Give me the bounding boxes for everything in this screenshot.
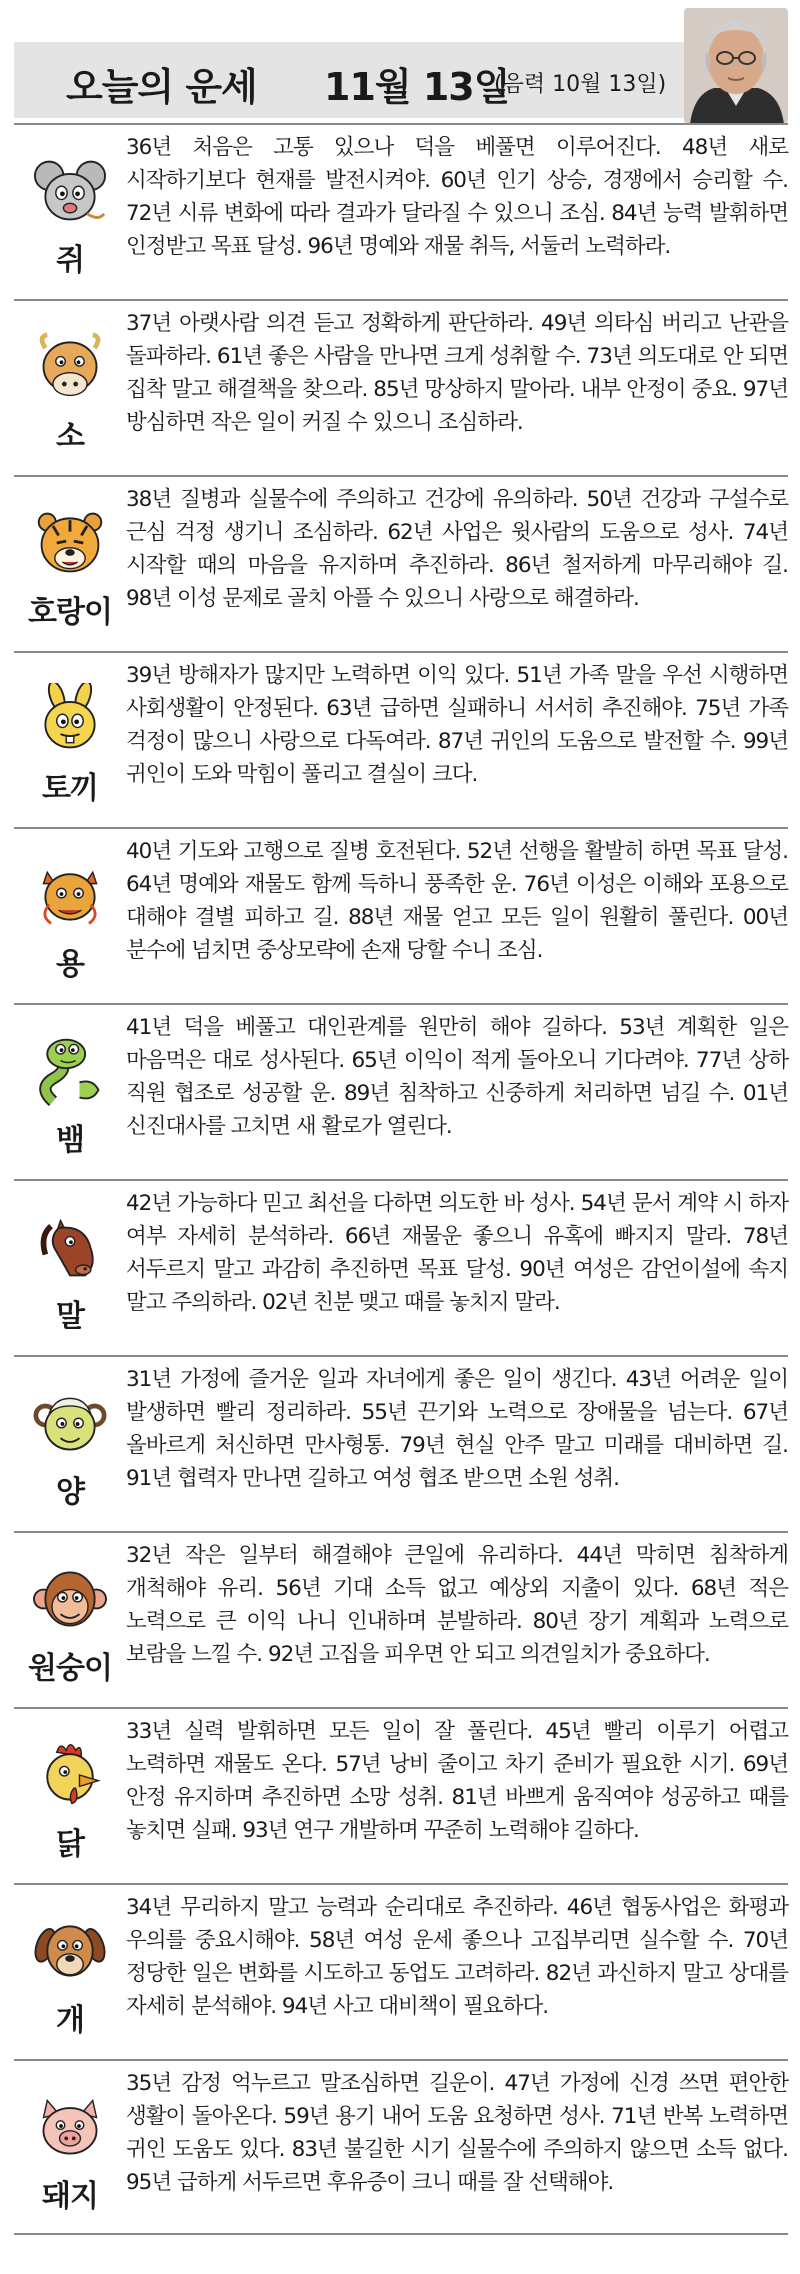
- zodiac-name: 토끼: [42, 771, 98, 806]
- fortune-text: 33년 실력 발휘하면 모든 일이 잘 풀린다. 45년 빨리 이루기 어렵고 노력하면 재물도 온다. 57년 낭비 줄이고 차기 준비가 필요한 시기. 69년 안정 유지하며 추진하면 소망 성취. 81년 바쁘게 움직여야 성공하고 때를 놓치면 실패. 93년 연구 개발하며 꾸준히 노력해야 길하다.: [126, 1719, 788, 1843]
- zodiac-rabbit: [14, 653, 126, 827]
- zodiac-name: 소: [56, 419, 84, 454]
- fortune-text: 42년 가능하다 믿고 최선을 다하면 의도한 바 성사. 54년 문서 계약 시 하자 여부 자세히 분석하라. 66년 재물운 좋으니 유혹에 빠지지 말라. 78년 서두르지 말고 과감히 추진하면 목표 달성. 90년 여성은 감언이설에 속지 말고 주의하라. 02년 친분 맺고 때를 놓치지 말라.: [126, 1191, 788, 1315]
- snake-icon: [32, 1035, 108, 1107]
- zodiac-fortune-list: [14, 123, 788, 2235]
- fortune-text: 36년 처음은 고통 있으나 덕을 베풀면 이루어진다. 48년 새로 시작하기보다 현재를 발전시켜야. 60년 인기 상승, 경쟁에서 승리할 수. 72년 시류 변화에 따라 결과가 달라질 수 있으니 조심. 84년 능력 발휘하면 인정받고 목표 달성. 96년 명예와 재물 취득, 서둘러 노력하라.: [126, 135, 788, 259]
- zodiac-name: 쥐: [56, 243, 84, 278]
- zodiac-ox: [14, 301, 126, 475]
- zodiac-dog: [14, 1885, 126, 2059]
- zodiac-monkey: [14, 1533, 126, 1707]
- zodiac-name: 닭: [56, 1827, 84, 1862]
- dog-icon: [32, 1915, 108, 1987]
- zodiac-horse: [14, 1181, 126, 1355]
- zodiac-row-rooster: [14, 1707, 788, 1883]
- zodiac-name: 용: [56, 947, 84, 982]
- zodiac-row-dragon: [14, 827, 788, 1003]
- zodiac-row-sheep: [14, 1355, 788, 1531]
- horse-icon: [32, 1211, 108, 1283]
- header-bar: [14, 42, 704, 118]
- rabbit-icon: [32, 683, 108, 755]
- zodiac-name: 개: [56, 2003, 84, 2038]
- pig-icon: [32, 2091, 108, 2163]
- ox-icon: [32, 331, 108, 403]
- fortune-text: 39년 방해자가 많지만 노력하면 이익 있다. 51년 가족 말을 우선 시행하면 사회생활이 안정된다. 63년 급하면 실패하니 서서히 추진해야. 75년 가족 걱정이 많으니 사랑으로 다독여라. 87년 귀인의 도움으로 발전할 수. 99년 귀인이 도와 막힘이 풀리고 결실이 크다.: [126, 663, 788, 787]
- zodiac-row-ox: [14, 299, 788, 475]
- zodiac-tiger: [14, 477, 126, 651]
- fortune-date: 11월 13일: [324, 65, 510, 109]
- fortune-text: 38년 질병과 실물수에 주의하고 건강에 유의하라. 50년 건강과 구설수로 근심 걱정 생기니 조심하라. 62년 사업은 윗사람의 도움으로 성사. 74년 시작할 때의 마음을 유지하며 추진하라. 86년 철저하게 마무리해야 길. 98년 이성 문제로 골치 아플 수 있으니 사랑으로 해결하라.: [126, 487, 788, 611]
- zodiac-sheep: [14, 1357, 126, 1531]
- fortune-text: 31년 가정에 즐거운 일과 자녀에게 좋은 일이 생긴다. 43년 어려운 일이 발생하면 빨리 정리하라. 55년 끈기와 노력으로 장애물을 넘는다. 67년 올바르게 처신하면 만사형통. 79년 현실 안주 말고 미래를 대비하면 길. 91년 협력자 만나면 길하고 여성 협조 받으면 소원 성취.: [126, 1367, 788, 1491]
- zodiac-name: 뱀: [56, 1123, 84, 1158]
- author-portrait: [684, 8, 788, 124]
- fortune-text: 41년 덕을 베풀고 대인관계를 원만히 해야 길하다. 53년 계획한 일은 마음먹은 대로 성사된다. 65년 이익이 적게 돌아오니 기다려야. 77년 상하 직원 협조로 성공할 운. 89년 침착하고 신중하게 처리하면 넘길 수. 01년 신진대사를 고치면 새 활로가 열린다.: [126, 1015, 788, 1139]
- dragon-icon: [32, 859, 108, 931]
- zodiac-row-tiger: [14, 475, 788, 651]
- zodiac-row-rat: [14, 123, 788, 299]
- fortune-text: 37년 아랫사람 의견 듣고 정확하게 판단하라. 49년 의타심 버리고 난관을 돌파하라. 61년 좋은 사람을 만나면 크게 성취할 수. 73년 의도대로 안 되면 집착 말고 해결책을 찾으라. 85년 망상하지 말아라. 내부 안정이 중요. 97년 방심하면 작은 일이 커질 수 있으니 조심하라.: [126, 311, 788, 435]
- zodiac-dragon: [14, 829, 126, 1003]
- zodiac-pig: [14, 2061, 126, 2233]
- zodiac-name: 말: [56, 1299, 84, 1334]
- sheep-icon: [32, 1387, 108, 1459]
- page-title: 오늘의 운세: [66, 65, 257, 109]
- zodiac-name: 원숭이: [28, 1651, 112, 1686]
- fortune-text: 32년 작은 일부터 해결해야 큰일에 유리하다. 44년 막히면 침착하게 개척해야 유리. 56년 기대 소득 없고 예상외 지출이 있다. 68년 적은 노력으로 큰 이익 나니 인내하며 분발하라. 80년 장기 계획과 노력으로 보람을 느낄 수. 92년 고집을 피우면 안 되고 의견일치가 중요하다.: [126, 1543, 788, 1667]
- zodiac-name: 양: [56, 1475, 84, 1510]
- monkey-icon: [32, 1563, 108, 1635]
- rooster-icon: [32, 1739, 108, 1811]
- zodiac-rat: [14, 125, 126, 299]
- lunar-date: (음력 10월 13일): [494, 72, 667, 97]
- tiger-icon: [32, 507, 108, 579]
- fortune-text: 35년 감정 억누르고 말조심하면 길운이. 47년 가정에 신경 쓰면 편안한 생활이 돌아온다. 59년 용기 내어 도움 요청하면 성사. 71년 반복 노력하면 귀인 도움도 있다. 83년 불길한 시기 실물수에 주의하지 않으면 소득 없다. 95년 급하게 서두르면 후유증이 크니 때를 잘 선택해야.: [126, 2071, 788, 2195]
- zodiac-row-snake: [14, 1003, 788, 1179]
- zodiac-row-dog: [14, 1883, 788, 2059]
- zodiac-row-horse: [14, 1179, 788, 1355]
- zodiac-row-pig: [14, 2059, 788, 2235]
- zodiac-name: 호랑이: [28, 595, 112, 630]
- zodiac-rooster: [14, 1709, 126, 1883]
- zodiac-name: 돼지: [42, 2179, 98, 2214]
- fortune-text: 34년 무리하지 말고 능력과 순리대로 추진하라. 46년 협동사업은 화평과 우의를 중요시해야. 58년 여성 운세 좋으나 고집부리면 실수할 수. 70년 정당한 일은 변화를 시도하고 동업도 고려하라. 82년 과신하지 말고 상대를 자세히 분석해야. 94년 사고 대비책이 필요하다.: [126, 1895, 788, 2019]
- zodiac-row-rabbit: [14, 651, 788, 827]
- zodiac-snake: [14, 1005, 126, 1179]
- zodiac-row-monkey: [14, 1531, 788, 1707]
- fortune-text: 40년 기도와 고행으로 질병 호전된다. 52년 선행을 활발히 하면 목표 달성. 64년 명예와 재물도 함께 득하니 풍족한 운. 76년 이성은 이해와 포용으로 대해야 결별 피하고 길. 88년 재물 얻고 모든 일이 원활히 풀린다. 00년 분수에 넘치면 중상모략에 손재 당할 수니 조심.: [126, 839, 788, 963]
- rat-icon: [32, 155, 108, 227]
